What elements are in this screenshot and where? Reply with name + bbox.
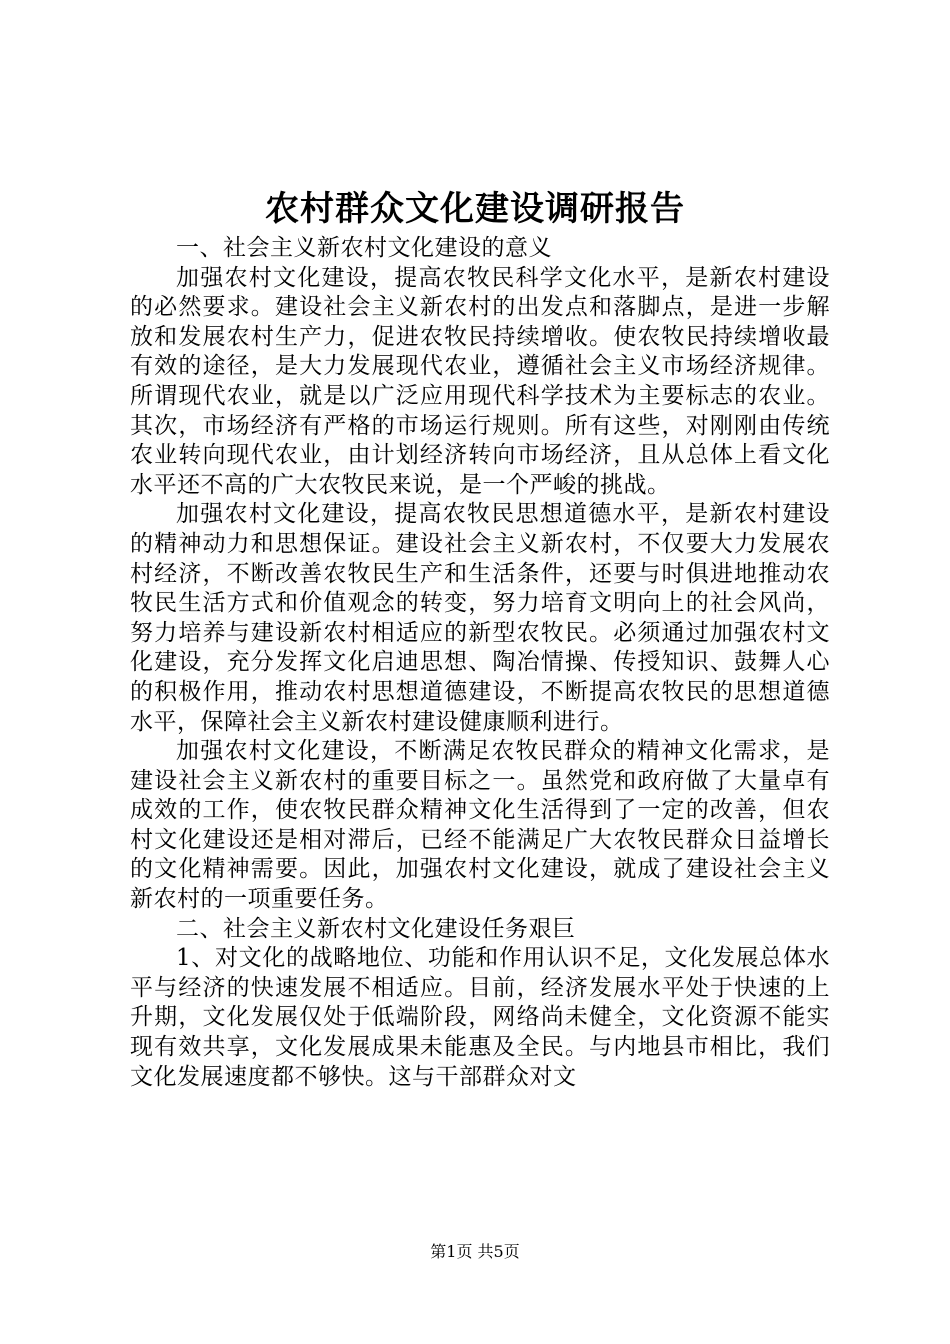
document-title: 农村群众文化建设调研报告 <box>265 189 685 229</box>
document-body <box>130 234 830 1092</box>
paragraph: 加强农村文化建设，提高农牧民思想道德水平，是新农村建设的精神动力和思想保证。建设社会主义新农村，不仅要大力发展农村经济，不断改善农牧民生产和生活条件，还要与时俱进地推动农牧民生活方式和价值观念的转变，努力培育文明向上的社会风尚，努力培养与建设新农村相适应的新型农牧民。必须通过加强农村文化建设，充分发挥文化启迪思想、陶冶情操、传授知识、鼓舞人心的积极作用，推动农村思想道德建设，不断提高农牧民的思想道德水平，保障社会主义新农村建设健康顺利进行。 <box>130 501 830 735</box>
section-heading-1: 一、社会主义新农村文化建设的意义 <box>176 235 552 261</box>
paragraph: 1、对文化的战略地位、功能和作用认识不足，文化发展总体水平与经济的快速发展不相适应。目前，经济发展水平处于快速的上升期，文化发展仅处于低端阶段，网络尚未健全，文化资源不能实现有效共享，文化发展成果未能惠及全民。与内地县市相比，我们文化发展速度都不够快。这与干部群众对文 <box>130 945 830 1090</box>
page-footer: 第1页 共5页 <box>430 1242 520 1261</box>
paragraph: 加强农村文化建设，提高农牧民科学文化水平，是新农村建设的必然要求。建设社会主义新农村的出发点和落脚点，是进一步解放和发展农村生产力，促进农牧民持续增收。使农牧民持续增收最有效的途径，是大力发展现代农业，遵循社会主义市场经济规律。所谓现代农业，就是以广泛应用现代科学技术为主要标志的农业。其次，市场经济有严格的市场运行规则。所有这些，对刚刚由传统农业转向现代农业，由计划经济转向市场经济，且从总体上看文化水平还不高的广大农牧民来说，是一个严峻的挑战。 <box>130 264 830 498</box>
section-heading-2: 二、社会主义新农村文化建设任务艰巨 <box>176 915 576 942</box>
paragraph: 加强农村文化建设，不断满足农牧民群众的精神文化需求，是建设社会主义新农村的重要目标之一。虽然党和政府做了大量卓有成效的工作，使农牧民群众精神文化生活得到了一定的改善，但农村文化建设还是相对滞后，已经不能满足广大农牧民群众日益增长的文化精神需要。因此，加强农村文化建设，就成了建设社会主义新农村的一项重要任务。 <box>130 738 830 913</box>
